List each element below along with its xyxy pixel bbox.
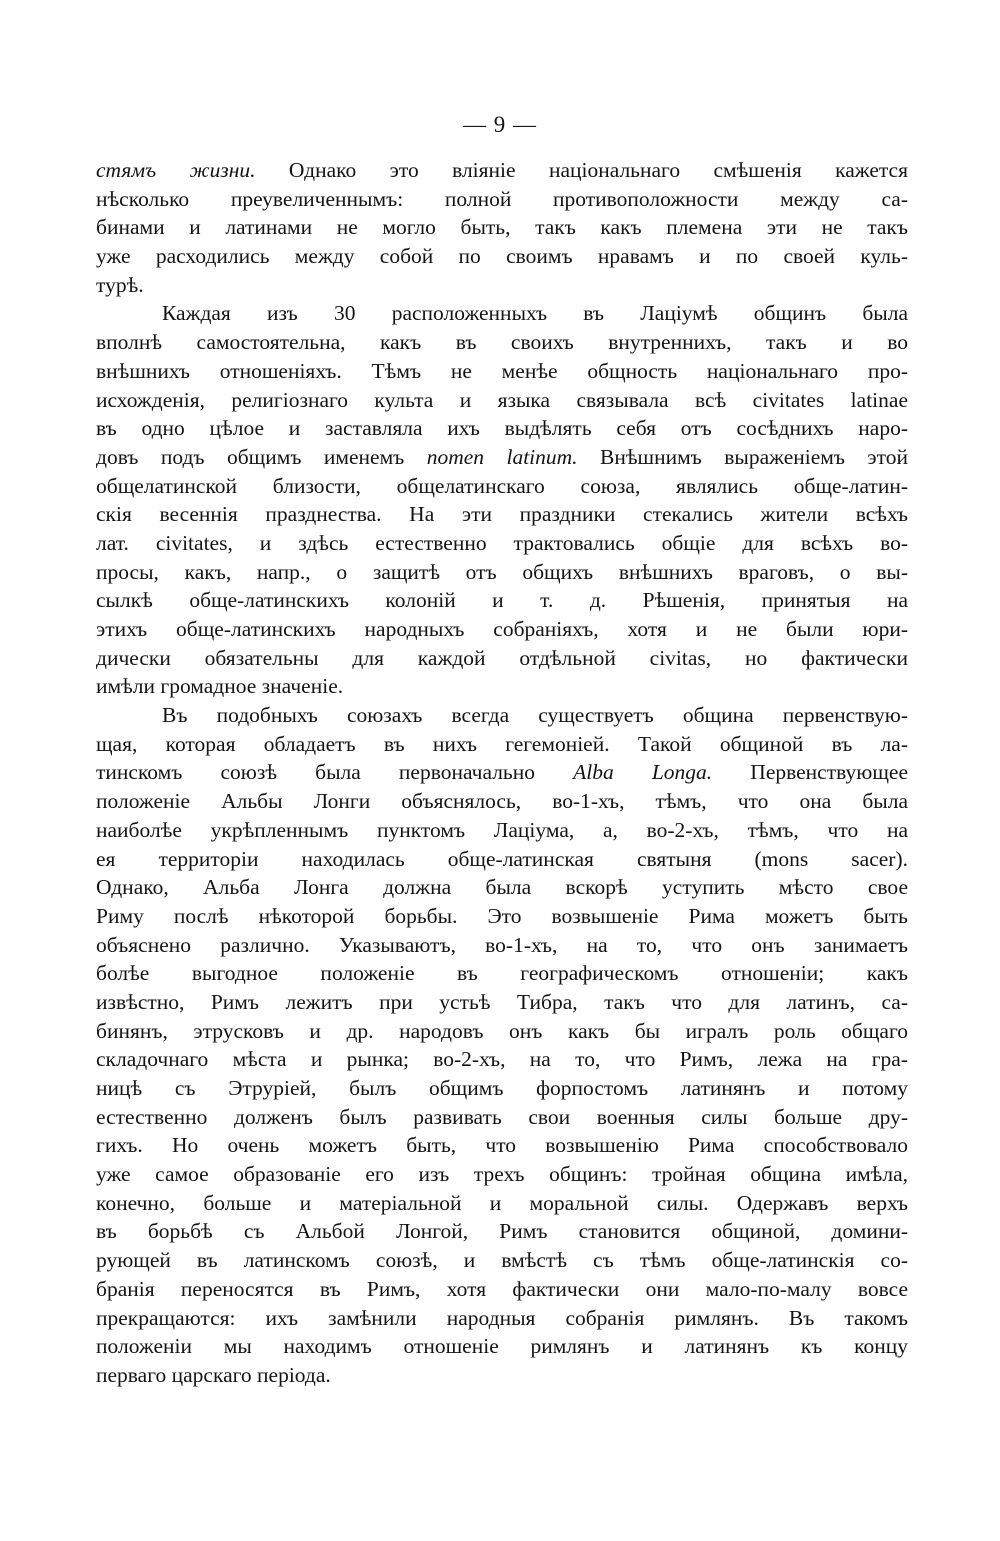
text-line: вполнѣ самостоятельна, какъ въ своихъ внутреннихъ, такъ и во xyxy=(96,330,908,355)
text-line: бранія переносятся въ Римъ, хотя фактически они мало-по-малу вовсе xyxy=(96,1276,908,1301)
text-line: довъ подъ общимъ именемъ nomen latinum. Внѣшнимъ выраженіемъ этой xyxy=(96,444,909,469)
text-line: положеніи мы находимъ отношеніе римлянъ и латинянъ къ концу xyxy=(96,1334,908,1359)
text-line: сылкѣ обще-латинскихъ колоній и т. д. Рѣшенія, принятыя на xyxy=(96,588,908,613)
text-line: извѣстно, Римъ лежитъ при устьѣ Тибра, такъ что для латинъ, са- xyxy=(96,989,908,1014)
text-line: объяснено различно. Указываютъ, во-1-хъ, на то, что онъ занимаетъ xyxy=(96,932,908,957)
text-line: Риму послѣ нѣкоторой борьбы. Это возвышеніе Рима можетъ быть xyxy=(96,903,908,928)
text-line: ея территоріи находилась обще-латинская святыня (mons sacer). xyxy=(96,846,908,871)
paragraph-first-line: Въ подобныхъ союзахъ всегда существуетъ община первенствую- xyxy=(162,703,908,728)
text-line: естественно долженъ былъ развивать свои военныя силы больше дру- xyxy=(96,1104,908,1129)
text-line: ницѣ съ Этруріей, былъ общимъ форпостомъ латинянъ и потому xyxy=(96,1076,908,1100)
text-line: просы, какъ, напр., о защитѣ отъ общихъ внѣшнихъ враговъ, о вы- xyxy=(96,559,908,584)
italic-phrase: стямъ жизни. xyxy=(96,158,256,182)
text-line: тинскомъ союзѣ была первоначально Alba Longa. Первенствующее xyxy=(96,760,908,785)
text-line: стямъ жизни. Однако это вліяніе національнаго смѣшенія кажется xyxy=(96,158,908,182)
text-line: лат. civitates, и здѣсь естественно трактовались общіе для всѣхъ во- xyxy=(96,530,908,555)
text-line: складочнаго мѣста и рынка; во-2-хъ, на то, что Римъ, лежа на гра- xyxy=(96,1047,908,1072)
text-line: рующей въ латинскомъ союзѣ, и вмѣстѣ съ тѣмъ обще-латинскія со- xyxy=(96,1248,908,1273)
italic-phrase: Alba Longa. xyxy=(573,760,713,785)
paragraph-first-line: Каждая изъ 30 расположенныхъ въ Лаціумѣ общинъ была xyxy=(162,301,908,326)
text-line: бинянъ, этрусковъ и др. народовъ онъ какъ бы игралъ роль общаго xyxy=(96,1018,908,1043)
text-line: наиболѣе укрѣпленнымъ пунктомъ Лаціума, а, во-2-хъ, тѣмъ, что на xyxy=(96,817,908,842)
text-line: положеніе Альбы Лонги объяснялось, во-1-хъ, тѣмъ, что она была xyxy=(96,789,908,814)
text-line: Однако, Альба Лонга должна была вскорѣ уступить мѣсто свое xyxy=(96,875,908,900)
page-number: — 9 — xyxy=(463,112,537,137)
text-line: гихъ. Но очень можетъ быть, что возвышенію Рима способствовало xyxy=(96,1133,908,1158)
text-line: конечно, больше и матеріальной и моральной силы. Одержавъ верхъ xyxy=(96,1190,908,1215)
text-line: щая, которая обладаетъ въ нихъ гегемоніей. Такой общиной въ ла- xyxy=(96,731,908,756)
text-line: исхожденія, религіознаго культа и языка связывала всѣ civitates latinae xyxy=(96,387,908,412)
text-line: болѣе выгодное положеніе въ географическомъ отношеніи; какъ xyxy=(96,961,908,986)
text-line: въ одно цѣлое и заставляла ихъ выдѣлять себя отъ сосѣднихъ наро- xyxy=(96,416,908,441)
text-line: скія весеннія празднества. На эти праздники стекались жители всѣхъ xyxy=(96,502,908,527)
text-line: уже самое образованіе его изъ трехъ общинъ: тройная община имѣла, xyxy=(96,1162,908,1187)
text-line: перваго царскаго періода. xyxy=(96,1362,331,1387)
italic-phrase: nomen latinum. xyxy=(426,444,578,469)
text-line: нѣсколько преувеличеннымъ: полной противоположности между са- xyxy=(96,186,908,211)
text-line: дически обязательны для каждой отдѣльной civitas, но фактически xyxy=(96,645,908,670)
text-line: внѣшнихъ отношеніяхъ. Тѣмъ не менѣе общность національнаго про- xyxy=(96,358,908,383)
body-text xyxy=(96,156,908,1390)
text-line: имѣли громадное значеніе. xyxy=(96,674,344,699)
text-line: бинами и латинами не могло быть, такъ какъ племена эти не такъ xyxy=(96,215,908,240)
text-line: этихъ обще-латинскихъ народныхъ собраніяхъ, хотя и не были юри- xyxy=(96,617,908,641)
text-line: турѣ. xyxy=(96,272,144,297)
text-line: общелатинской близости, общелатинскаго союза, являлись обще-латин- xyxy=(96,473,908,498)
text-line: уже расходились между собой по своимъ нравамъ и по своей куль- xyxy=(96,244,908,269)
text-line: въ борьбѣ съ Альбой Лонгой, Римъ становится общиной, домини- xyxy=(96,1219,908,1244)
text-line: прекращаются: ихъ замѣнили народныя собранія римлянъ. Въ такомъ xyxy=(96,1305,908,1330)
